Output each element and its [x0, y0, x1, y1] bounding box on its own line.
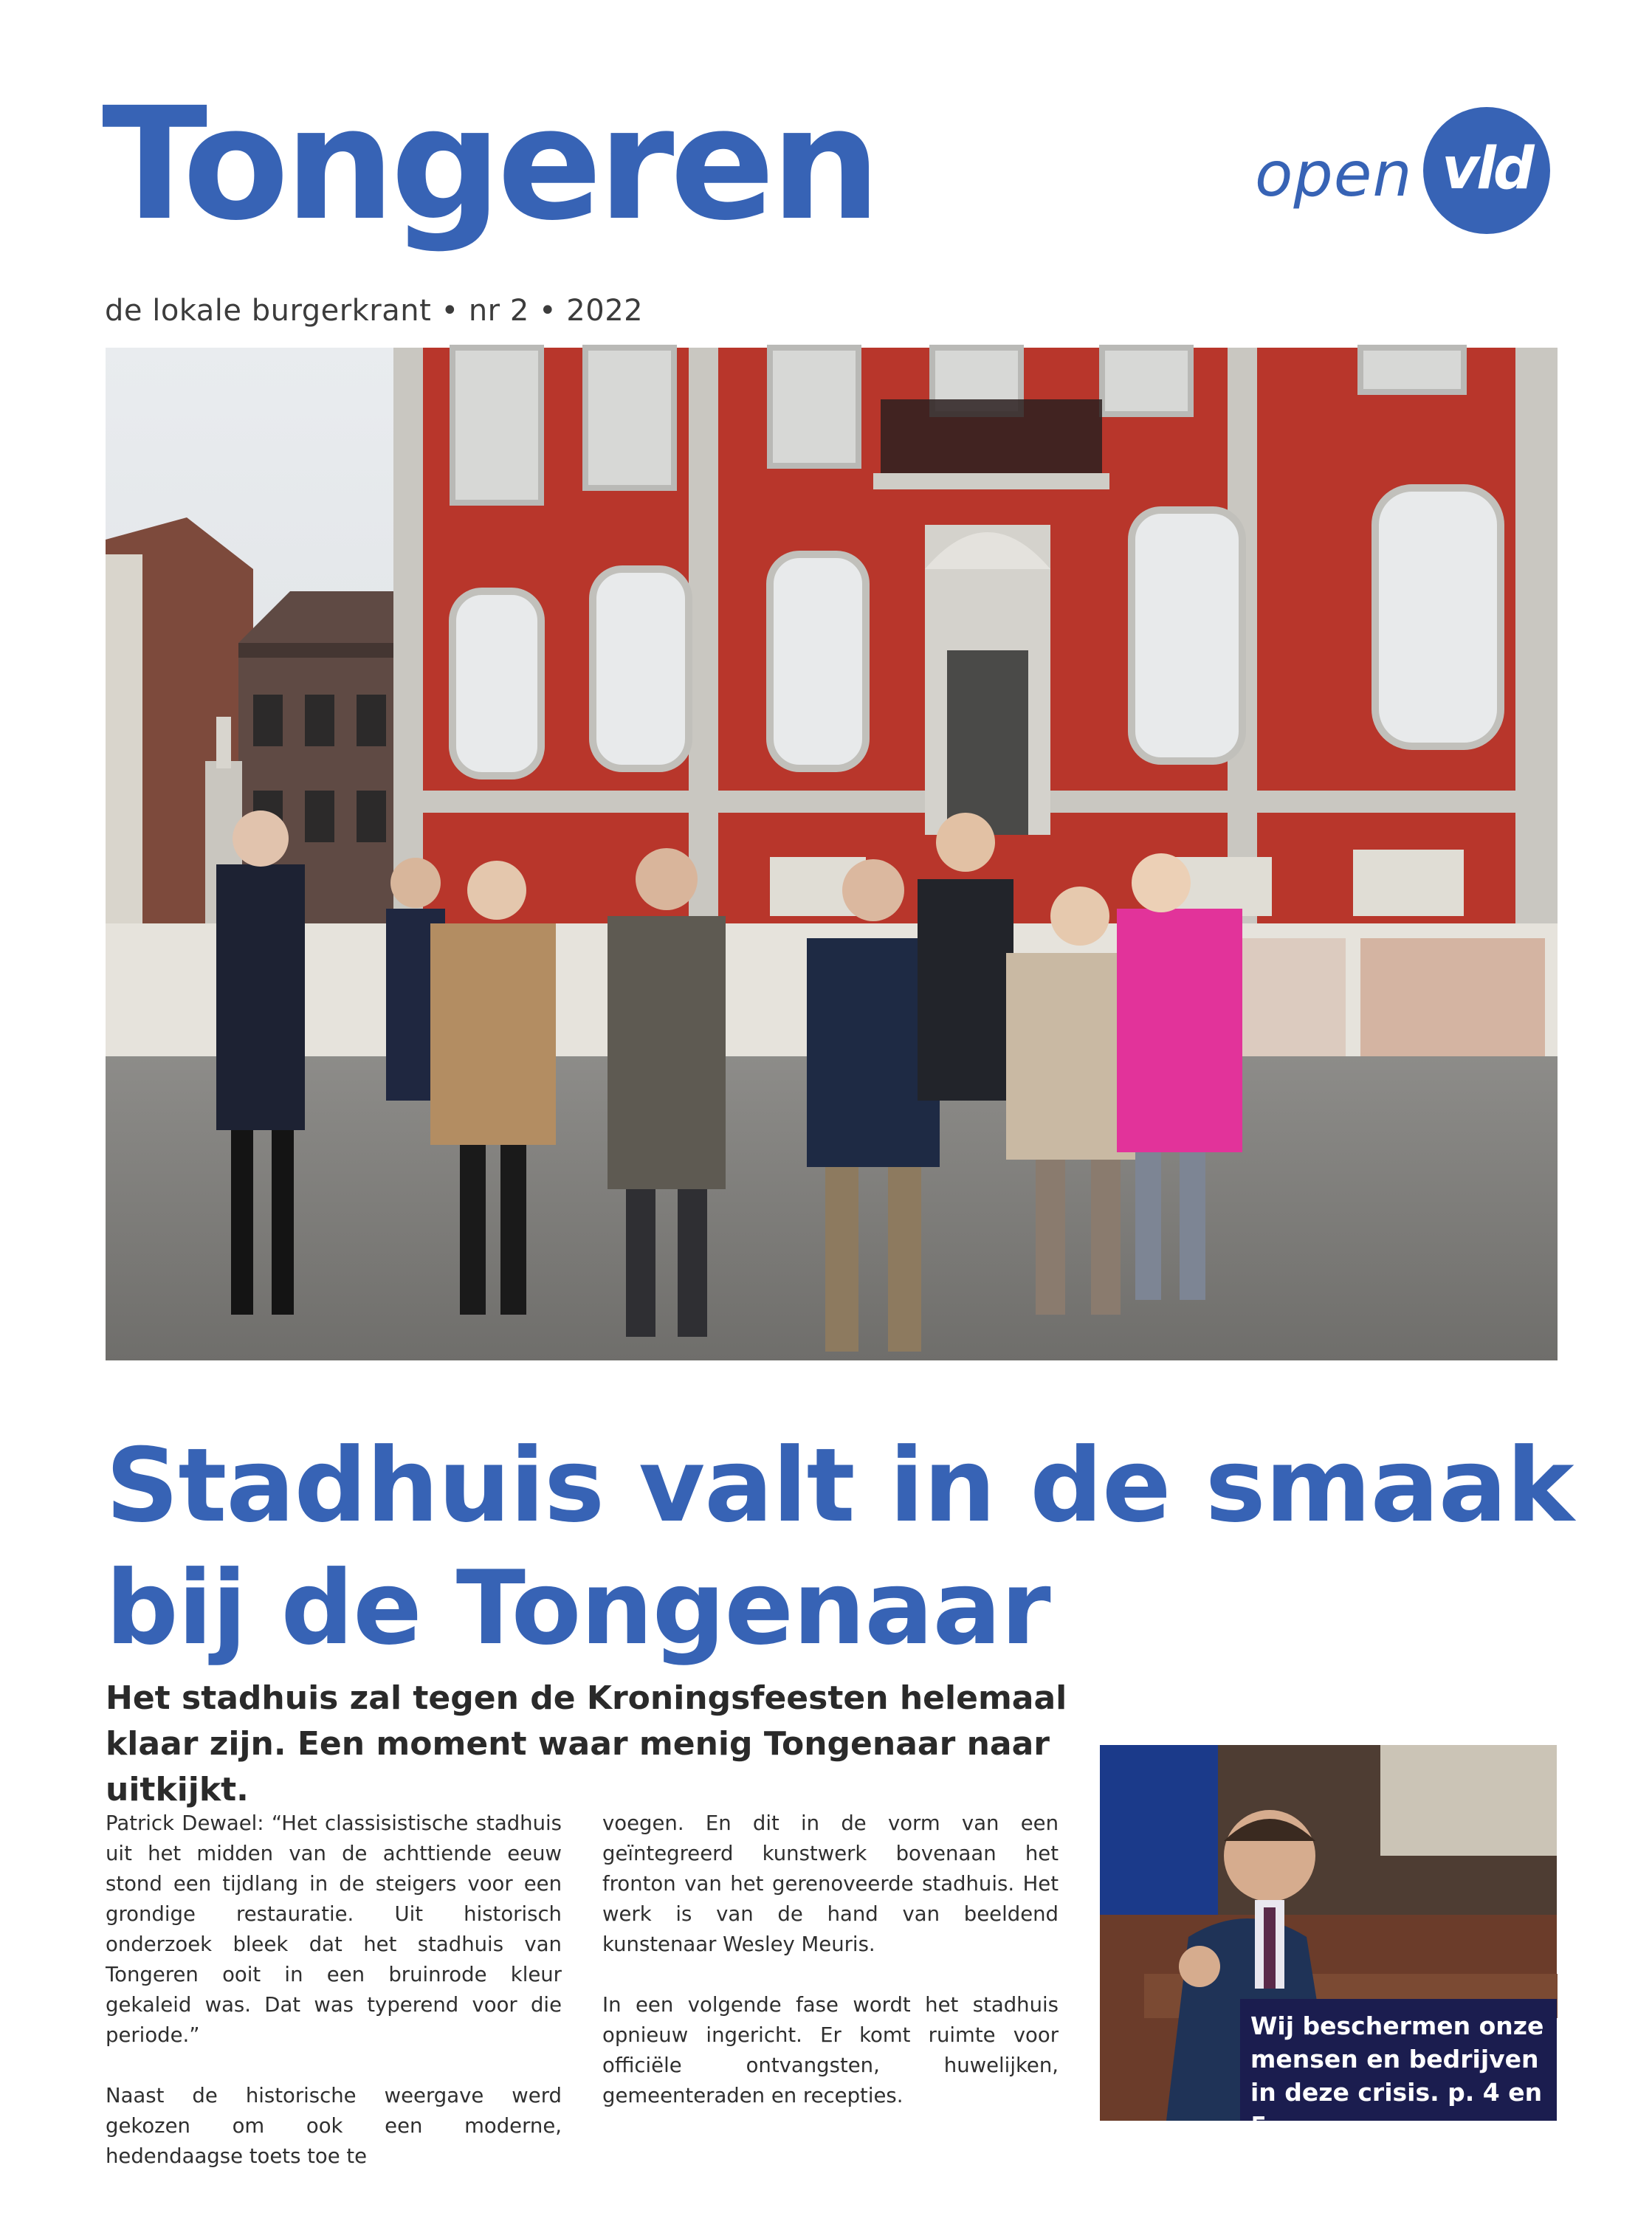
article-column-1 — [106, 1808, 562, 2202]
paragraph: Naast de historische weergave werd gekozen om ook een moderne, hedendaagse toets toe te — [106, 2084, 562, 2168]
article-column-2 — [602, 1808, 1059, 2141]
hero-photo-illustration — [106, 348, 1558, 1360]
caption-line-1: Wij beschermen onze — [1250, 2011, 1544, 2040]
masthead-title: Tongeren — [102, 74, 877, 255]
sidebar-teaser[interactable] — [1100, 1745, 1557, 2140]
logo-circle: vld — [1423, 107, 1550, 234]
paragraph: voegen. En dit in de vorm van een geïntegreerd kunstwerk bovenaan het fronton van het gerenoveerde stadhuis. Het werk is van de hand van beeldend kunstenaar Wesley Meuris. — [602, 1811, 1059, 1956]
issue-subtitle: de lokale burgerkrant • nr 2 • 2022 — [105, 294, 644, 328]
caption-line-2: mensen en bedrijven — [1250, 2045, 1539, 2073]
caption-line-3: in deze crisis. p. 4 en 5 — [1250, 2078, 1543, 2140]
article-lead: Het stadhuis zal tegen de Kroningsfeesten helemaal klaar zijn. Een moment waar menig Tongenaar naar uitkijkt. — [106, 1679, 1067, 1808]
headline-line-1: Stadhuis valt in de smaak — [106, 1426, 1574, 1545]
article-headline — [106, 1425, 1574, 1670]
hero-photo — [106, 348, 1558, 1360]
open-vld-logo — [1255, 107, 1559, 240]
paragraph: Patrick Dewael: “Het classisistische stadhuis uit het midden van de achttiende eeuw stond een tijdlang in de steigers voor een grondige restauratie. Uit historisch onderzoek bleek dat het stadhuis van Tongeren ooit in een bruinrode kleur gekaleid was. Dat was typerend voor die periode.” — [106, 1811, 562, 2047]
headline-line-2: bij de Tongenaar — [106, 1549, 1050, 1668]
paragraph: In een volgende fase wordt het stadhuis opnieuw ingericht. Er komt ruimte voor officiële ontvangsten, huwelijken, gemeenteraden en recepties. — [602, 1993, 1059, 2107]
sidebar-caption — [1240, 1999, 1557, 2140]
logo-word: open — [1255, 138, 1413, 210]
